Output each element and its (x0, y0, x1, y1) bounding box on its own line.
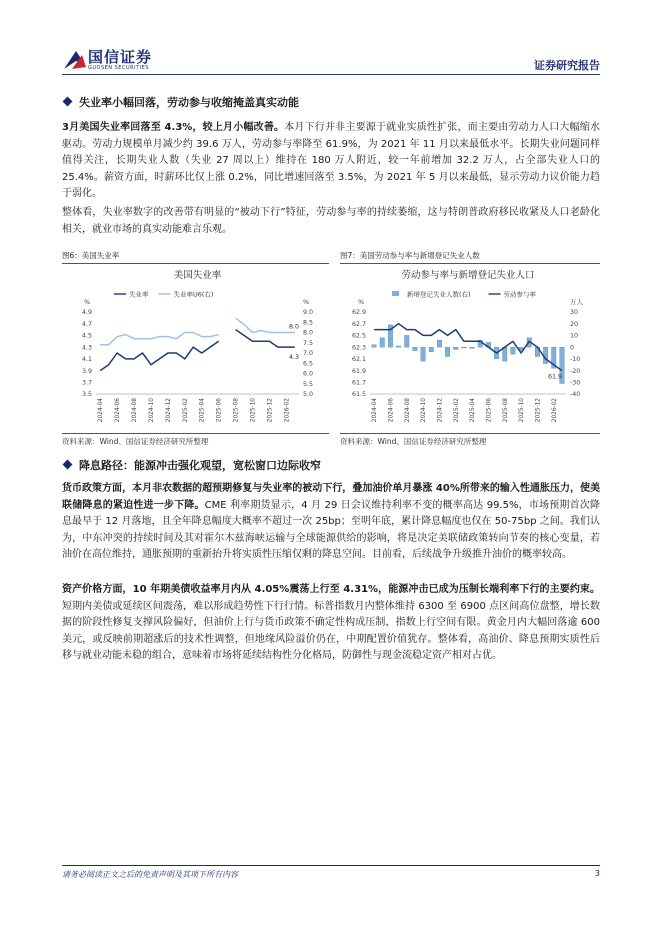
bullet-diamond-icon (63, 460, 73, 470)
right-tick-label: -10 (570, 356, 581, 364)
bar (405, 335, 409, 347)
paragraph-body: CME 利率期货显示，4 月 29 日会议维持利率不变的概率高达 99.5%，市场预期首次降息最早于 12 月落地，且全年降息幅度大概率不超过一次 25bp；至明年底，累计降息幅度也仅在 50-75bp 之间。我们认为，中东冲突的持续时间及其对霍尔木兹海峡运输与全球能源供给的影响，将是决定美联储政策转向节奏的核心变量，若油价在高位维持，通胀预期的重新抬升将实质性压缩仅剩的降息空间。目前看，后续战争升级推升油价的概率较高。 (62, 499, 600, 561)
left-tick-label: 62.7 (351, 320, 366, 328)
left-tick-label: 3.5 (81, 391, 92, 399)
right-unit-label: % (303, 298, 310, 306)
x-tick-label: 2025-06 (216, 398, 223, 423)
right-unit-label: 万人 (570, 298, 583, 306)
unemployment-chart (62, 264, 329, 429)
paragraph-asset-prices (62, 582, 600, 665)
paragraph-body: 本月下行并非主要源于就业实质性扩张，而主要由劳动力人口大幅缩水驱动。劳动力规模单月减少约 39.6 万人，劳动参与率降至 61.9%，为 2021 年 11 月以来最低水平。长期失业问题同样值得关注，长期失业人数（失业 27 周以上）维持在 180 万人附近，较一年前增加 32.2 万人，占全部失业人口的 25.4%。薪资方面，时薪环比仅上涨 0.2%，同比增速回落至 3.5%，为 2021 年 5 月以来最低，显示劳动力议价能力趋于弱化。 (62, 122, 600, 200)
x-tick-label: 2025-04 (470, 398, 477, 423)
left-tick-label: 62.9 (351, 309, 366, 317)
paragraph-body: 短期内美债或延续区间震荡，难以形成趋势性下行行情。标普指数月内整体维持 6300 至 6900 点区间高位盘整，增长数据的阶段性修复支撑风险偏好，但油价上行与货币政策不确定性构成压制，指数上行空间有限。黄金月内大幅回落逾 600 美元，或反映前期超涨后的技术性调整，但地缘风险溢价仍在，中期配置价值犹存。整体看，高油价、降息预期实质性后移与就业动能未稳的组合，意味着市场将延续结构性分化格局，防御性与现金流稳定资产相对占优。 (62, 600, 600, 662)
bar (462, 347, 466, 348)
figure-rule-bottom (340, 433, 600, 434)
x-tick-label: 2025-10 (519, 398, 526, 423)
right-tick-label: 10 (570, 332, 579, 340)
left-tick-label: 4.3 (81, 344, 92, 352)
x-tick-label: 2024-10 (148, 398, 155, 423)
bar (372, 345, 376, 347)
paragraph-lead: 货币政策方面，本月非农数据的超预期修复与失业率的被动下行，叠加油价单月暴涨 40%所带来的输入性通胀压力，使美联储降息的紧迫性进一步下降。 (62, 483, 600, 511)
right-tick-label: 8.0 (303, 329, 314, 337)
bar (511, 347, 515, 354)
bar (421, 347, 425, 361)
right-tick-label: 7.0 (303, 350, 314, 358)
footer-disclaimer: 请务必阅读正文之后的免责声明及其项下所有内容 (62, 870, 238, 879)
x-tick-label: 2024-06 (115, 398, 122, 423)
x-tick-label: 2025-12 (267, 398, 274, 423)
right-tick-label: -30 (570, 379, 581, 387)
x-tick-label: 2025-02 (453, 398, 460, 423)
x-tick-label: 2024-12 (437, 398, 444, 423)
left-tick-label: 61.7 (351, 379, 366, 387)
plot-area (96, 308, 299, 394)
bar (445, 347, 449, 356)
legend-label: 新增登记失业人数(右) (407, 290, 471, 299)
figure-source: 资料来源：Wind、国信证券经济研究所整理 (62, 437, 209, 446)
left-tick-label: 62.1 (351, 356, 366, 364)
figure-caption: 图6：美国失业率 (62, 251, 120, 260)
logo-name-cn: 国信证券 (88, 48, 153, 66)
left-tick-label: 3.9 (81, 367, 92, 375)
left-tick-label: 3.7 (81, 379, 92, 387)
figure-rule-bottom (62, 433, 329, 434)
right-tick-label: 6.0 (303, 370, 314, 378)
chart-title: 劳动参与率与新增登记失业人口 (401, 270, 535, 281)
left-tick-label: 4.1 (81, 356, 92, 364)
legend-label: 失业率 (129, 290, 149, 299)
left-unit-label: % (84, 298, 91, 306)
participation-chart (340, 264, 600, 429)
bar (437, 340, 441, 347)
x-tick-label: 2024-04 (98, 398, 105, 423)
report-type-label: 证券研究报告 (534, 59, 600, 72)
paragraph-body: 整体看，失业率数字的改善带有明显的“被动下行”特征，劳动参与率的持续萎缩，这与特朗普政府移民收紧及人口老龄化相关，就业市场的真实动能难言乐观。 (62, 207, 600, 235)
x-tick-label: 2024-06 (388, 398, 395, 423)
right-tick-label: 5.5 (303, 380, 314, 388)
right-tick-label: 5.0 (303, 391, 314, 399)
bar (454, 347, 458, 349)
right-tick-label: 30 (570, 309, 579, 317)
footer-divider (62, 865, 600, 866)
x-tick-label: 2025-12 (535, 398, 542, 423)
legend-swatch (392, 291, 399, 296)
left-unit-label: % (358, 298, 365, 306)
right-tick-label: 8.5 (303, 319, 314, 327)
left-tick-label: 62.5 (351, 332, 366, 340)
x-tick-label: 2025-04 (199, 398, 206, 423)
figure-source: 资料来源：Wind、国信证券经济研究所整理 (340, 437, 487, 446)
legend-label: 劳动参与率 (503, 290, 536, 299)
bar (380, 338, 384, 347)
x-tick-label: 2025-02 (182, 398, 189, 423)
bar (396, 346, 400, 347)
x-tick-label: 2025-06 (486, 398, 493, 423)
figure-caption: 图7：美国劳动参与率与新增登记失业人数 (340, 251, 480, 260)
x-tick-label: 2024-04 (372, 398, 379, 423)
bar (413, 347, 417, 351)
x-tick-label: 2025-10 (250, 398, 257, 423)
right-tick-label: 6.5 (303, 360, 314, 368)
header-divider (62, 74, 600, 75)
section-title-text: 降息路径：能源冲击强化观望，宽松窗口边际收窄 (79, 459, 321, 472)
x-tick-label: 2024-08 (404, 398, 411, 423)
left-tick-label: 61.9 (351, 367, 366, 375)
right-tick-label: 0 (570, 344, 575, 352)
x-tick-label: 2024-10 (421, 398, 428, 423)
right-tick-label: -40 (570, 391, 581, 399)
left-tick-label: 61.5 (351, 391, 366, 399)
data-label: 8.0 (289, 323, 300, 331)
paragraph-lead: 3月美国失业率回落至 4.3%，较上月小幅改善。 (62, 122, 285, 133)
x-tick-label: 2026-02 (551, 398, 558, 423)
right-tick-label: -20 (570, 367, 581, 375)
x-tick-label: 2025-08 (502, 398, 509, 423)
bullet-diamond-icon (63, 97, 73, 107)
x-tick-label: 2024-08 (132, 398, 139, 423)
paragraph-lead: 资产价格方面，10 年期美债收益率月内从 4.05%震荡上行至 4.31%，能源冲击已成为压制长端利率下行的主要约束。 (62, 584, 600, 595)
left-tick-label: 62.3 (351, 344, 366, 352)
right-tick-label: 9.0 (303, 309, 314, 317)
paragraph-monetary-policy (62, 481, 600, 564)
x-tick-label: 2026-02 (284, 398, 291, 423)
bar (470, 347, 474, 348)
bar (503, 347, 507, 361)
bar (429, 347, 433, 352)
left-tick-label: 4.9 (81, 309, 92, 317)
data-label: 61.9 (548, 373, 563, 381)
paragraph-unemployment-1 (62, 120, 600, 203)
left-tick-label: 4.7 (81, 320, 92, 328)
x-tick-label: 2025-08 (233, 398, 240, 423)
right-tick-label: 20 (570, 320, 579, 328)
page-number: 3 (594, 869, 600, 878)
data-label: 4.3 (289, 354, 300, 362)
figure-7 (340, 251, 600, 447)
logo-name-en: GUOSEN SECURITIES (88, 65, 149, 71)
x-tick-label: 2024-12 (165, 398, 172, 423)
legend-label: 失业率U6(右) (173, 290, 214, 299)
right-tick-label: 7.5 (303, 339, 314, 347)
chart-title: 美国失业率 (173, 270, 222, 281)
section-title-unemployment (62, 94, 299, 110)
figure-6 (62, 251, 329, 447)
section-title-rate-cuts (62, 457, 321, 473)
section-title-text: 失业率小幅回落，劳动参与收缩掩盖真实动能 (79, 96, 299, 109)
paragraph-unemployment-2 (62, 205, 600, 238)
left-tick-label: 4.5 (81, 332, 92, 340)
